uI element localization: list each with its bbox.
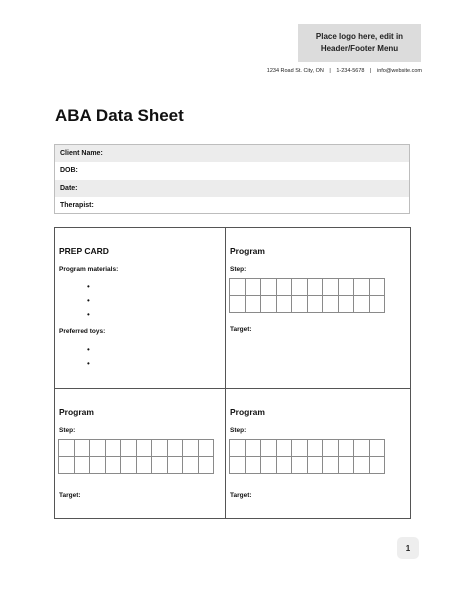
prep-card-heading: PREP CARD: [59, 246, 109, 256]
step-grid[interactable]: [229, 278, 385, 313]
bullet: •: [87, 282, 90, 291]
page-number: 1: [397, 537, 419, 559]
step-label: Step:: [59, 427, 76, 434]
program-heading: Program: [230, 246, 265, 256]
logo-line-2: Header/Footer Menu: [320, 44, 399, 53]
phone: 1-234-5678: [336, 68, 365, 74]
step-label: Step:: [230, 427, 247, 434]
logo-placeholder: [298, 24, 421, 62]
bullet: •: [87, 296, 90, 305]
program-heading: Program: [59, 407, 94, 417]
client-info-table: [54, 144, 410, 214]
date-field[interactable]: Date:: [55, 180, 409, 197]
step-label: Step:: [230, 266, 247, 273]
program-card: [226, 228, 411, 388]
step-grid[interactable]: [58, 439, 214, 474]
separator: |: [370, 68, 372, 74]
program-materials-label: Program materials:: [59, 266, 119, 273]
contact-line: [267, 68, 422, 74]
bullet: •: [87, 310, 90, 319]
logo-line-1: Place logo here, edit in: [315, 32, 404, 41]
program-card: [55, 389, 225, 519]
client-name-field[interactable]: Client Name:: [55, 145, 409, 162]
bullet: •: [87, 345, 90, 354]
therapist-field[interactable]: Therapist:: [60, 201, 94, 209]
preferred-toys-label: Preferred toys:: [59, 328, 106, 335]
program-card: [226, 389, 411, 519]
target-label: Target:: [230, 326, 252, 333]
page-title: ABA Data Sheet: [55, 106, 184, 125]
prep-card: [55, 228, 225, 388]
address: 1234 Road St. City, ON: [266, 68, 324, 74]
email: info@website.com: [376, 68, 422, 74]
target-label: Target:: [59, 492, 81, 499]
dob-field[interactable]: DOB:: [60, 167, 78, 175]
program-grid: [54, 227, 411, 519]
program-heading: Program: [230, 407, 265, 417]
target-label: Target:: [230, 492, 252, 499]
bullet: •: [87, 359, 90, 368]
separator: |: [329, 68, 331, 74]
step-grid[interactable]: [229, 439, 385, 474]
